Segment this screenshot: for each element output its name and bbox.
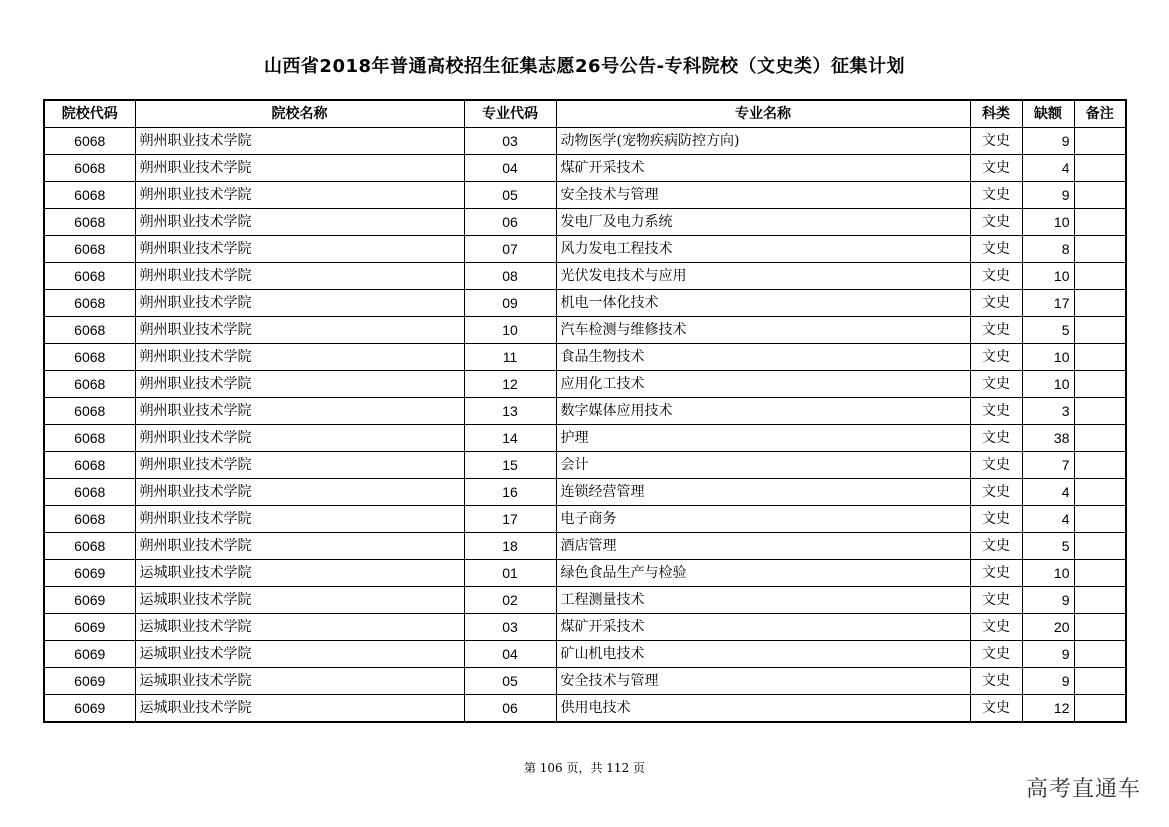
cell-major-code: 13	[464, 398, 556, 425]
cell-major-name: 食品生物技术	[556, 344, 970, 371]
cell-category: 文史	[970, 128, 1022, 155]
cell-quota: 9	[1022, 641, 1074, 668]
cell-school-code: 6068	[44, 263, 135, 290]
table-row	[44, 587, 1126, 614]
table-row	[44, 128, 1126, 155]
cell-category: 文史	[970, 182, 1022, 209]
cell-major-code: 06	[464, 209, 556, 236]
cell-quota: 9	[1022, 587, 1074, 614]
cell-school-name: 朔州职业技术学院	[135, 155, 464, 182]
cell-major-name: 风力发电工程技术	[556, 236, 970, 263]
cell-category: 文史	[970, 614, 1022, 641]
cell-school-code: 6069	[44, 641, 135, 668]
cell-school-name: 运城职业技术学院	[135, 695, 464, 723]
cell-quota: 10	[1022, 209, 1074, 236]
column-header-school-code: 院校代码	[44, 100, 135, 128]
cell-note	[1074, 614, 1126, 641]
cell-category: 文史	[970, 425, 1022, 452]
page-number-footer: 第 106 页，共 112 页	[523, 761, 646, 775]
cell-note	[1074, 641, 1126, 668]
cell-major-name: 煤矿开采技术	[556, 155, 970, 182]
cell-category: 文史	[970, 560, 1022, 587]
cell-major-name: 酒店管理	[556, 533, 970, 560]
cell-school-name: 朔州职业技术学院	[135, 182, 464, 209]
cell-school-name: 运城职业技术学院	[135, 641, 464, 668]
cell-quota: 10	[1022, 560, 1074, 587]
cell-major-name: 机电一体化技术	[556, 290, 970, 317]
cell-school-code: 6068	[44, 209, 135, 236]
cell-school-code: 6069	[44, 695, 135, 723]
cell-quota: 9	[1022, 182, 1074, 209]
cell-school-name: 朔州职业技术学院	[135, 452, 464, 479]
column-header-major-name: 专业名称	[556, 100, 970, 128]
cell-major-name: 安全技术与管理	[556, 668, 970, 695]
cell-note	[1074, 209, 1126, 236]
cell-school-name: 朔州职业技术学院	[135, 128, 464, 155]
cell-quota: 12	[1022, 695, 1074, 723]
cell-major-name: 数字媒体应用技术	[556, 398, 970, 425]
cell-note	[1074, 263, 1126, 290]
cell-school-name: 朔州职业技术学院	[135, 506, 464, 533]
cell-note	[1074, 317, 1126, 344]
table-row	[44, 317, 1126, 344]
cell-school-code: 6068	[44, 425, 135, 452]
table-row	[44, 398, 1126, 425]
cell-note	[1074, 425, 1126, 452]
table-row	[44, 155, 1126, 182]
cell-note	[1074, 479, 1126, 506]
header-row	[44, 100, 1126, 128]
cell-school-name: 运城职业技术学院	[135, 560, 464, 587]
cell-major-code: 03	[464, 128, 556, 155]
cell-major-name: 煤矿开采技术	[556, 614, 970, 641]
cell-quota: 20	[1022, 614, 1074, 641]
cell-category: 文史	[970, 398, 1022, 425]
cell-quota: 7	[1022, 452, 1074, 479]
cell-major-code: 10	[464, 317, 556, 344]
cell-school-code: 6069	[44, 668, 135, 695]
cell-major-code: 06	[464, 695, 556, 723]
enrollment-plan-table	[43, 99, 1127, 723]
cell-school-name: 朔州职业技术学院	[135, 398, 464, 425]
cell-school-name: 朔州职业技术学院	[135, 290, 464, 317]
cell-quota: 10	[1022, 344, 1074, 371]
cell-category: 文史	[970, 668, 1022, 695]
cell-school-code: 6068	[44, 506, 135, 533]
cell-school-code: 6068	[44, 182, 135, 209]
cell-school-code: 6069	[44, 560, 135, 587]
cell-school-code: 6068	[44, 344, 135, 371]
cell-major-name: 绿色食品生产与检验	[556, 560, 970, 587]
cell-major-code: 14	[464, 425, 556, 452]
cell-category: 文史	[970, 371, 1022, 398]
cell-major-code: 17	[464, 506, 556, 533]
cell-major-code: 03	[464, 614, 556, 641]
cell-category: 文史	[970, 479, 1022, 506]
cell-school-code: 6068	[44, 452, 135, 479]
cell-major-code: 08	[464, 263, 556, 290]
cell-major-code: 15	[464, 452, 556, 479]
cell-note	[1074, 668, 1126, 695]
cell-major-name: 护理	[556, 425, 970, 452]
cell-major-code: 09	[464, 290, 556, 317]
cell-school-name: 运城职业技术学院	[135, 587, 464, 614]
cell-school-name: 朔州职业技术学院	[135, 317, 464, 344]
cell-quota: 10	[1022, 263, 1074, 290]
cell-major-code: 16	[464, 479, 556, 506]
cell-school-name: 朔州职业技术学院	[135, 479, 464, 506]
cell-school-name: 朔州职业技术学院	[135, 371, 464, 398]
table-row	[44, 182, 1126, 209]
cell-category: 文史	[970, 587, 1022, 614]
table-row	[44, 452, 1126, 479]
cell-note	[1074, 695, 1126, 723]
table-row	[44, 695, 1126, 723]
cell-category: 文史	[970, 290, 1022, 317]
cell-major-name: 发电厂及电力系统	[556, 209, 970, 236]
cell-major-name: 电子商务	[556, 506, 970, 533]
cell-school-code: 6068	[44, 371, 135, 398]
table-row	[44, 425, 1126, 452]
cell-note	[1074, 290, 1126, 317]
cell-school-name: 朔州职业技术学院	[135, 263, 464, 290]
cell-major-name: 汽车检测与维修技术	[556, 317, 970, 344]
cell-major-code: 01	[464, 560, 556, 587]
cell-school-name: 朔州职业技术学院	[135, 533, 464, 560]
cell-note	[1074, 128, 1126, 155]
cell-school-code: 6068	[44, 236, 135, 263]
cell-major-name: 应用化工技术	[556, 371, 970, 398]
cell-quota: 4	[1022, 479, 1074, 506]
table-row	[44, 614, 1126, 641]
cell-note	[1074, 452, 1126, 479]
cell-school-code: 6068	[44, 317, 135, 344]
cell-school-code: 6069	[44, 614, 135, 641]
cell-note	[1074, 344, 1126, 371]
cell-major-name: 矿山机电技术	[556, 641, 970, 668]
cell-school-code: 6068	[44, 290, 135, 317]
cell-school-code: 6068	[44, 128, 135, 155]
table-row	[44, 641, 1126, 668]
cell-category: 文史	[970, 695, 1022, 723]
cell-school-name: 朔州职业技术学院	[135, 425, 464, 452]
cell-school-name: 运城职业技术学院	[135, 668, 464, 695]
cell-school-code: 6069	[44, 587, 135, 614]
cell-major-code: 02	[464, 587, 556, 614]
cell-school-name: 朔州职业技术学院	[135, 344, 464, 371]
cell-major-name: 供用电技术	[556, 695, 970, 723]
cell-category: 文史	[970, 533, 1022, 560]
cell-school-code: 6068	[44, 479, 135, 506]
cell-category: 文史	[970, 452, 1022, 479]
column-header-note: 备注	[1074, 100, 1126, 128]
cell-major-code: 07	[464, 236, 556, 263]
table-row	[44, 290, 1126, 317]
table-body	[44, 128, 1126, 723]
table-row	[44, 263, 1126, 290]
cell-quota: 17	[1022, 290, 1074, 317]
document-title: 山西省2018年普通高校招生征集志愿26号公告-专科院校（文史类）征集计划	[263, 56, 906, 77]
cell-category: 文史	[970, 344, 1022, 371]
cell-major-code: 12	[464, 371, 556, 398]
cell-quota: 9	[1022, 668, 1074, 695]
column-header-category: 科类	[970, 100, 1022, 128]
cell-quota: 3	[1022, 398, 1074, 425]
cell-note	[1074, 236, 1126, 263]
table-row	[44, 236, 1126, 263]
cell-school-name: 朔州职业技术学院	[135, 236, 464, 263]
column-header-major-code: 专业代码	[464, 100, 556, 128]
column-header-quota: 缺额	[1022, 100, 1074, 128]
cell-note	[1074, 587, 1126, 614]
cell-major-name: 工程测量技术	[556, 587, 970, 614]
cell-major-code: 05	[464, 668, 556, 695]
cell-major-code: 04	[464, 641, 556, 668]
cell-major-name: 连锁经营管理	[556, 479, 970, 506]
column-header-school-name: 院校名称	[135, 100, 464, 128]
cell-note	[1074, 182, 1126, 209]
cell-note	[1074, 533, 1126, 560]
table-row	[44, 209, 1126, 236]
table-row	[44, 344, 1126, 371]
cell-school-code: 6068	[44, 155, 135, 182]
cell-school-code: 6068	[44, 533, 135, 560]
cell-quota: 38	[1022, 425, 1074, 452]
cell-note	[1074, 560, 1126, 587]
cell-note	[1074, 506, 1126, 533]
cell-category: 文史	[970, 236, 1022, 263]
cell-major-code: 04	[464, 155, 556, 182]
cell-school-name: 运城职业技术学院	[135, 614, 464, 641]
cell-category: 文史	[970, 641, 1022, 668]
cell-quota: 4	[1022, 506, 1074, 533]
watermark-logo-text: 高考直通车	[1025, 777, 1141, 802]
cell-major-name: 动物医学(宠物疾病防控方向)	[556, 128, 970, 155]
cell-major-name: 安全技术与管理	[556, 182, 970, 209]
cell-quota: 5	[1022, 317, 1074, 344]
cell-quota: 9	[1022, 128, 1074, 155]
table-row	[44, 371, 1126, 398]
table-row	[44, 479, 1126, 506]
table-row	[44, 560, 1126, 587]
cell-category: 文史	[970, 209, 1022, 236]
cell-school-code: 6068	[44, 398, 135, 425]
cell-major-name: 会计	[556, 452, 970, 479]
cell-school-name: 朔州职业技术学院	[135, 209, 464, 236]
cell-quota: 10	[1022, 371, 1074, 398]
cell-category: 文史	[970, 506, 1022, 533]
cell-major-code: 11	[464, 344, 556, 371]
cell-note	[1074, 155, 1126, 182]
cell-major-code: 18	[464, 533, 556, 560]
cell-quota: 8	[1022, 236, 1074, 263]
cell-major-name: 光伏发电技术与应用	[556, 263, 970, 290]
cell-note	[1074, 398, 1126, 425]
table-row	[44, 533, 1126, 560]
table-row	[44, 506, 1126, 533]
cell-major-code: 05	[464, 182, 556, 209]
cell-category: 文史	[970, 263, 1022, 290]
cell-note	[1074, 371, 1126, 398]
cell-category: 文史	[970, 317, 1022, 344]
table-row	[44, 668, 1126, 695]
cell-quota: 5	[1022, 533, 1074, 560]
cell-category: 文史	[970, 155, 1022, 182]
cell-quota: 4	[1022, 155, 1074, 182]
